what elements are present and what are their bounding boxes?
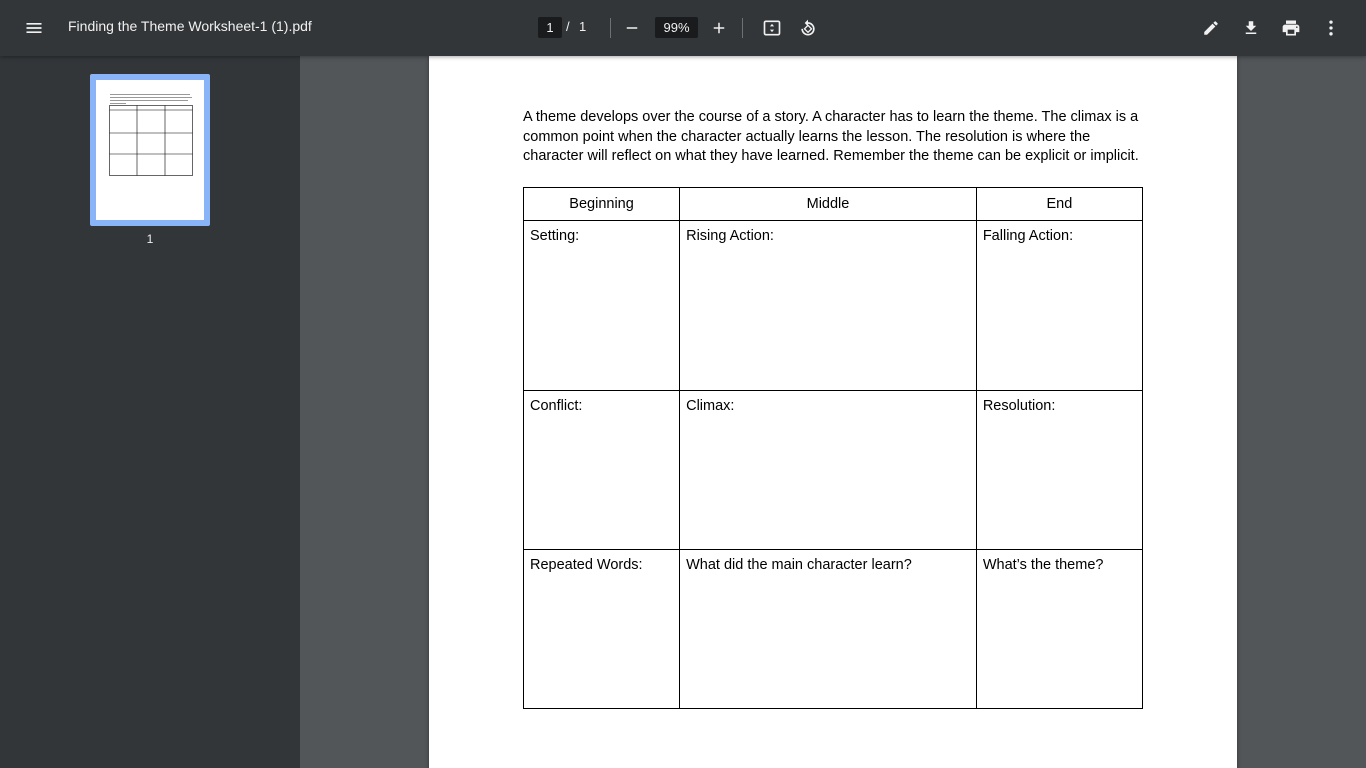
cell-falling-action: Falling Action: xyxy=(976,221,1142,391)
rotate-button[interactable] xyxy=(788,8,828,48)
intro-paragraph: A theme develops over the course of a story. A character has to learn the theme. The climax is a common point when the character actually learns the lesson. The resolution is where the character will reflect on what they have learned. Remember the theme can be explicit or implicit. xyxy=(523,109,1139,165)
more-vert-icon xyxy=(1321,18,1341,38)
header-beginning: Beginning xyxy=(524,188,680,221)
zoom-out-button[interactable] xyxy=(612,8,652,48)
pen-icon xyxy=(1202,19,1220,37)
zoom-in-button[interactable] xyxy=(699,8,739,48)
toolbar-divider xyxy=(610,18,611,38)
more-actions-button[interactable] xyxy=(1311,8,1351,48)
cell-setting: Setting: xyxy=(524,221,680,391)
download-icon xyxy=(1242,19,1260,37)
header-end: End xyxy=(976,188,1142,221)
document-viewer[interactable] xyxy=(300,56,1366,768)
fit-page-button[interactable] xyxy=(752,8,792,48)
pdf-page xyxy=(429,56,1237,768)
print-icon xyxy=(1281,18,1301,38)
header-middle: Middle xyxy=(680,188,977,221)
page-thumbnail[interactable] xyxy=(90,74,210,226)
cell-rising-action: Rising Action: xyxy=(680,221,977,391)
cell-theme: What’s the theme? xyxy=(976,550,1142,709)
thumbnail-sidebar xyxy=(0,56,300,768)
annotate-button[interactable] xyxy=(1191,8,1231,48)
menu-button[interactable] xyxy=(14,8,54,48)
cell-conflict: Conflict: xyxy=(524,391,680,550)
rotate-icon xyxy=(798,18,818,38)
cell-repeated-words: Repeated Words: xyxy=(524,550,680,709)
table-header-row xyxy=(524,188,1143,221)
thumbnail-page-number: 1 xyxy=(146,232,154,246)
thumbnail-preview xyxy=(96,80,204,220)
table-row xyxy=(524,221,1143,391)
print-button[interactable] xyxy=(1271,8,1311,48)
table-row xyxy=(524,391,1143,550)
story-chart-table xyxy=(523,187,1143,709)
fit-page-icon xyxy=(762,18,782,38)
table-row xyxy=(524,550,1143,709)
page-number-input[interactable]: 1 xyxy=(538,17,562,38)
cell-climax: Climax: xyxy=(680,391,977,550)
cell-resolution: Resolution: xyxy=(976,391,1142,550)
zoom-in-icon xyxy=(710,19,728,37)
menu-icon xyxy=(24,18,44,38)
page-separator: / xyxy=(566,19,570,34)
zoom-out-icon xyxy=(623,19,641,37)
toolbar-divider xyxy=(742,18,743,38)
zoom-level-input[interactable]: 99% xyxy=(655,17,698,38)
pdf-toolbar xyxy=(0,0,1366,56)
download-button[interactable] xyxy=(1231,8,1271,48)
document-title: Finding the Theme Worksheet-1 (1).pdf xyxy=(68,18,312,34)
cell-lesson-learned: What did the main character learn? xyxy=(680,550,977,709)
page-total: 1 xyxy=(579,19,587,34)
